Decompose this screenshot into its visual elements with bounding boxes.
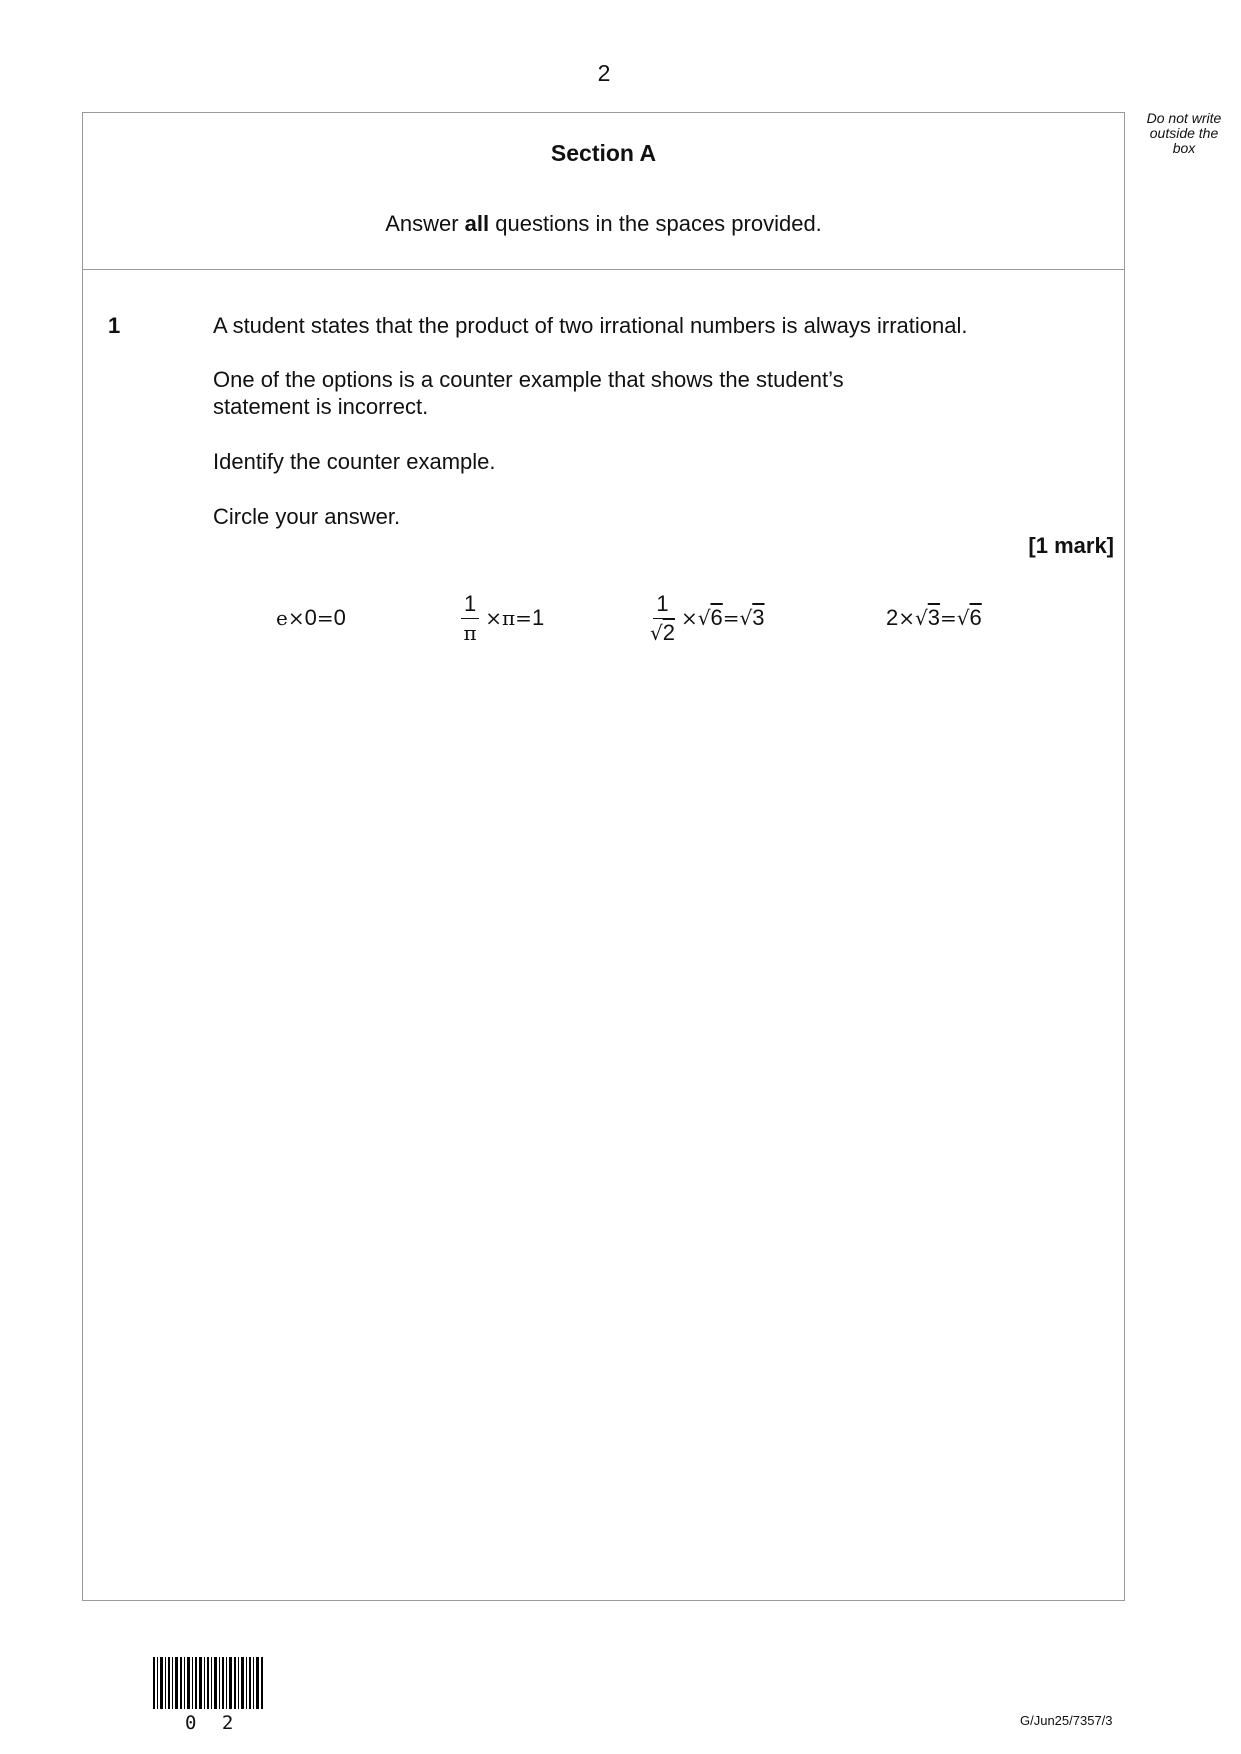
answer-option-3[interactable] — [650, 583, 765, 653]
sqrt-sign: √ — [915, 606, 928, 630]
instruction-emphasis: all — [464, 211, 490, 236]
question-number: 1 — [108, 313, 121, 338]
answer-box[interactable] — [82, 112, 1125, 1601]
section-header — [83, 113, 1124, 270]
option-operator: = — [722, 606, 740, 630]
section-instruction — [83, 211, 1124, 237]
page-number: 2 — [597, 60, 611, 86]
fraction-denominator: π — [463, 620, 477, 645]
question-instruction: Circle your answer. — [213, 504, 401, 529]
sqrt-sign: √ — [739, 606, 753, 630]
margin-note-line: outside the — [1149, 125, 1219, 141]
option-operator: = — [940, 606, 957, 630]
option-sqrt — [740, 605, 765, 631]
instruction-text: Answer — [385, 211, 465, 236]
sqrt-radicand: 3 — [752, 605, 765, 630]
sqrt-sign: √ — [697, 606, 711, 630]
barcode — [153, 1657, 265, 1709]
option-sqrt — [957, 605, 982, 631]
marks-label: [1 mark] — [1028, 533, 1114, 558]
fraction-numerator: 1 — [461, 592, 479, 619]
answer-option-4[interactable] — [886, 583, 982, 653]
question-statement: A student states that the product of two irrational numbers is always irrational. — [213, 313, 968, 338]
margin-note — [1132, 111, 1236, 156]
barcode-label: 0 2 — [185, 1712, 241, 1734]
sqrt-radicand: 6 — [710, 605, 723, 630]
option-term: 1 — [531, 605, 545, 630]
option-fraction — [650, 592, 675, 645]
answer-options — [83, 583, 1124, 653]
sqrt-radicand: 3 — [927, 605, 941, 630]
option-operator: = — [515, 606, 532, 630]
paper-reference: G/Jun25/7357/3 — [1020, 1713, 1113, 1728]
option-operator: × — [898, 606, 916, 630]
question-task: Identify the counter example. — [213, 449, 496, 474]
answer-option-2[interactable] — [461, 583, 544, 653]
option-sqrt — [698, 605, 723, 631]
margin-note-line: box — [1172, 140, 1196, 156]
option-operator: × — [287, 606, 305, 630]
option-operator: × — [485, 606, 503, 630]
section-title: Section A — [550, 140, 657, 166]
option-fraction — [461, 592, 479, 645]
option-term: 0 — [304, 605, 317, 630]
option-term: 2 — [886, 605, 899, 630]
fraction-denominator — [650, 619, 675, 645]
answer-option-1[interactable] — [276, 583, 346, 653]
margin-note-line: Do not write — [1146, 110, 1222, 126]
question-context: One of the options is a counter example that shows the student’s statement is incorrect. — [213, 367, 844, 419]
sqrt-sign: √ — [650, 620, 663, 645]
option-operator: × — [681, 606, 698, 630]
sqrt-sign: √ — [956, 606, 970, 630]
option-sqrt — [915, 605, 940, 631]
sqrt-radicand: 2 — [662, 619, 675, 645]
option-symbol: e — [276, 606, 288, 630]
instruction-text: questions in the spaces provided. — [489, 211, 822, 236]
fraction-numerator: 1 — [653, 592, 671, 619]
option-symbol: π — [502, 606, 516, 630]
sqrt-radicand: 6 — [969, 605, 982, 630]
option-operator: = — [316, 606, 334, 630]
option-term: 0 — [333, 605, 346, 630]
